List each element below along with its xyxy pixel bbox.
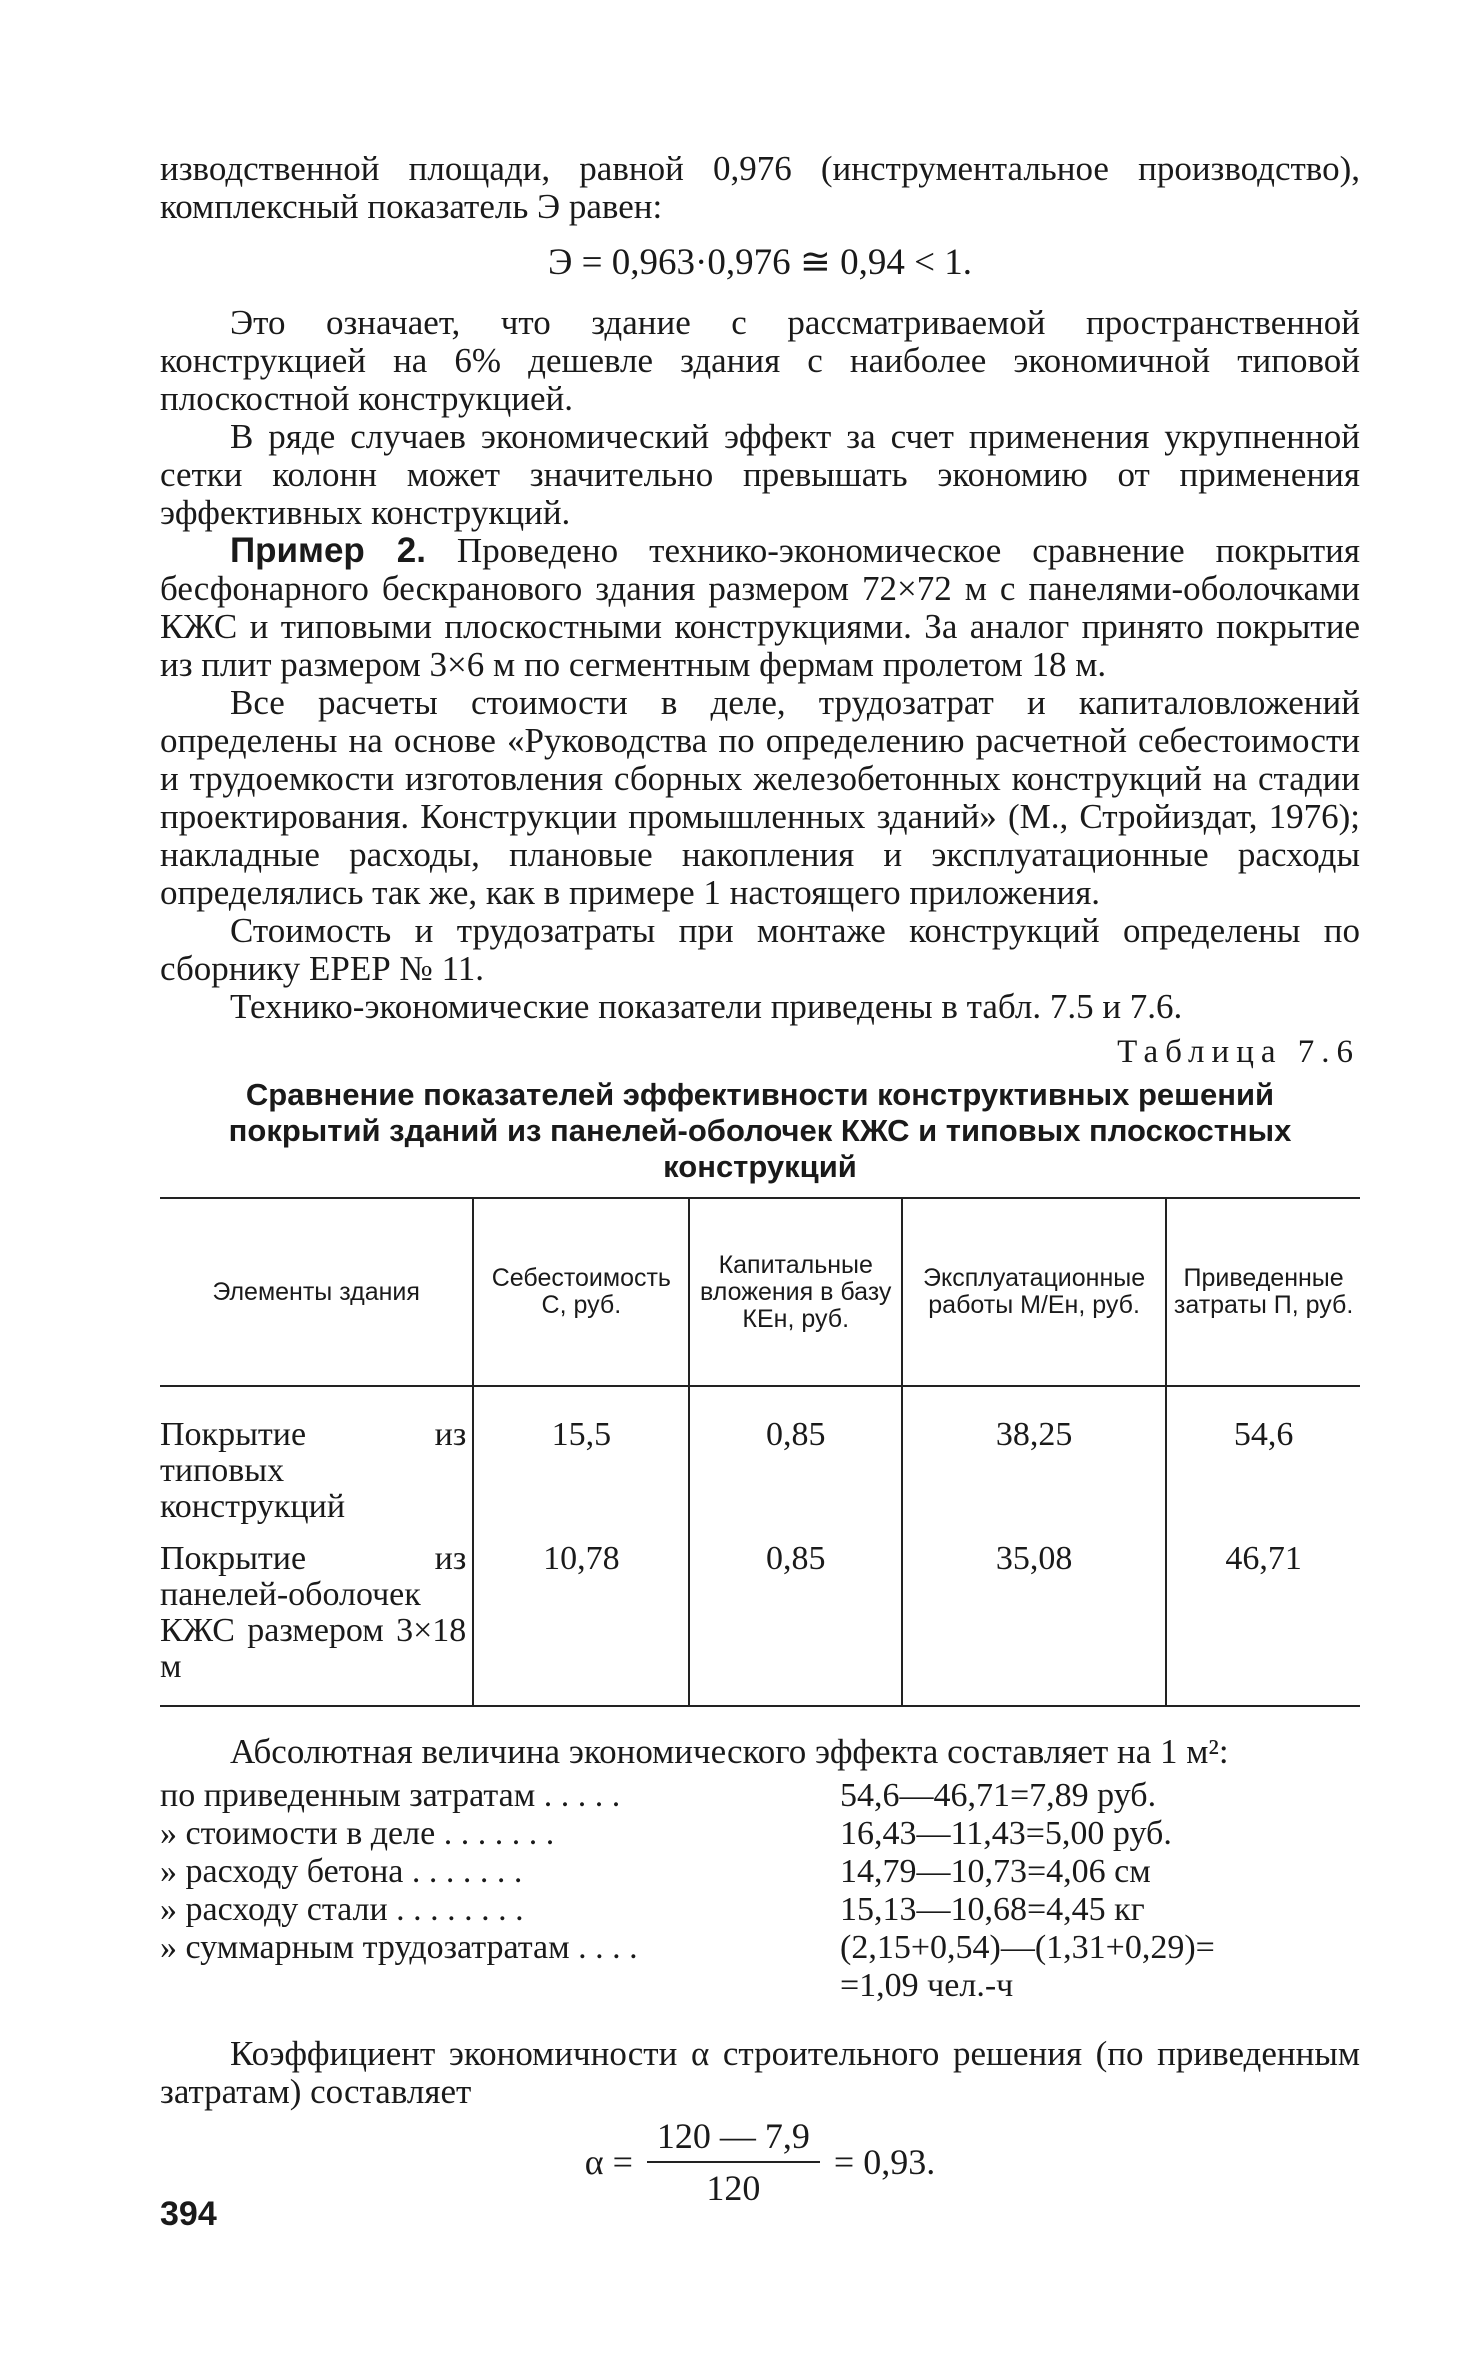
formula-e: Э = 0,963·0,976 ≅ 0,94 < 1. bbox=[548, 242, 972, 283]
effect-value: 54,6—46,71=7,89 руб. bbox=[840, 1777, 1157, 1814]
row2-reduced: 46,71 bbox=[1166, 1533, 1360, 1706]
table-row bbox=[160, 1386, 1360, 1533]
effect-continuation: =1,09 чел.-ч bbox=[840, 1967, 1014, 2004]
page-body bbox=[160, 150, 1360, 2209]
effect-value: (2,15+0,54)—(1,31+0,29)= bbox=[840, 1929, 1215, 1966]
coefficient-formula bbox=[160, 2115, 1360, 2209]
paragraph-1: Это означает, что здание с рассматриваемой пространственной конструкцией на 6% дешевле здания с наиболее экономичной типовой плоскостной конструкцией. bbox=[160, 303, 1360, 418]
intro-paragraph: изводственной площади, равной 0,976 (инструментальное производство), комплексный показатель Э равен: bbox=[160, 149, 1360, 226]
page-number: 394 bbox=[160, 2195, 217, 2233]
header-capital: Капитальные вложения в базу КЕн, руб. bbox=[689, 1198, 902, 1386]
paragraph-5: Технико-экономические показатели приведены в табл. 7.5 и 7.6. bbox=[230, 987, 1183, 1026]
effect-row bbox=[160, 1777, 1360, 1815]
effects-list bbox=[160, 1777, 1360, 2005]
coefficient-paragraph: Коэффициент экономичности α строительного решения (по приведенным затратам) составляет bbox=[160, 2034, 1360, 2111]
paragraph-2: В ряде случаев экономический эффект за счет применения укрупненной сетки колонн может значительно превышать экономию от применения эффективных конструкций. bbox=[160, 417, 1360, 532]
header-operation: Эксплуатационные работы М/Ен, руб. bbox=[902, 1198, 1166, 1386]
effect-row bbox=[160, 1815, 1360, 1853]
example-label: Пример 2. bbox=[230, 531, 426, 570]
paragraph-3: Все расчеты стоимости в деле, трудозатрат и капиталовложений определены на основе «Руководства по определению расчетной себестоимости и трудоемкости изготовления сборных железобетонных конструкций на стадии проектирования. Конструкции промышленных зданий» (М., Стройиздат, 1976); накладные расходы, плановые накопления и эксплуатационные расходы определялись так же, как в примере 1 настоящего приложения. bbox=[160, 683, 1360, 912]
table-row bbox=[160, 1533, 1360, 1706]
effect-label: по приведенным затратам . . . . . bbox=[160, 1777, 621, 1814]
paragraph-4: Стоимость и трудозатраты при монтаже конструкций определены по сборнику ЕРЕР № 11. bbox=[160, 911, 1360, 988]
row2-operation: 35,08 bbox=[902, 1533, 1166, 1706]
row2-element: Покрытие из панелей-оболочек КЖС размером 3×18 м bbox=[160, 1533, 473, 1706]
row2-cost: 10,78 bbox=[473, 1533, 689, 1706]
table-label: Таблица 7.6 bbox=[1117, 1034, 1360, 1070]
formula-fraction bbox=[647, 2115, 820, 2209]
effect-row bbox=[160, 1891, 1360, 1929]
header-elements: Элементы здания bbox=[160, 1198, 473, 1386]
row1-operation: 38,25 bbox=[902, 1386, 1166, 1533]
formula-numerator: 120 — 7,9 bbox=[647, 2115, 820, 2163]
row2-capital: 0,85 bbox=[689, 1533, 902, 1706]
row1-element: Покрытие из типовых конструкций bbox=[160, 1416, 467, 1525]
effect-label: » расходу стали . . . . . . . . bbox=[160, 1891, 524, 1928]
effect-row bbox=[160, 1929, 1360, 1967]
formula-lhs: α = bbox=[584, 2142, 633, 2182]
effect-label: » стоимости в деле . . . . . . . bbox=[160, 1815, 555, 1852]
comparison-table bbox=[160, 1197, 1360, 1707]
effect-row bbox=[160, 1853, 1360, 1891]
table-header-row bbox=[160, 1198, 1360, 1386]
row1-cost: 15,5 bbox=[473, 1386, 689, 1533]
row1-reduced: 54,6 bbox=[1166, 1386, 1360, 1533]
formula-denominator: 120 bbox=[706, 2168, 761, 2208]
effect-value: 14,79—10,73=4,06 см bbox=[840, 1853, 1151, 1890]
absolute-intro: Абсолютная величина экономического эффекта составляет на 1 м²: bbox=[230, 1732, 1229, 1771]
effect-value: 15,13—10,68=4,45 кг bbox=[840, 1891, 1145, 1928]
formula-rhs: = 0,93. bbox=[833, 2142, 936, 2182]
header-cost: Себестоимость С, руб. bbox=[473, 1198, 689, 1386]
effect-label: » суммарным трудозатратам . . . . bbox=[160, 1929, 638, 1966]
effect-label: » расходу бетона . . . . . . . bbox=[160, 1853, 523, 1890]
example-paragraph bbox=[160, 532, 1360, 684]
table-title: Сравнение показателей эффективности конструктивных решений покрытий зданий из панелей-оболочек КЖС и типовых плоскостных конструкций bbox=[228, 1077, 1292, 1184]
row1-capital: 0,85 bbox=[689, 1386, 902, 1533]
header-reduced: Приведенные затраты П, руб. bbox=[1166, 1198, 1360, 1386]
effect-value: 16,43—11,43=5,00 руб. bbox=[840, 1815, 1172, 1852]
example-text: Проведено технико-экономическое сравнение покрытия бесфонарного бескранового здания размером 72×72 м с панелями-оболочками КЖС и типовыми плоскостными конструкциями. За аналог принято покрытие из плит размером 3×6 м по сегментным фермам пролетом 18 м. bbox=[160, 531, 1360, 684]
